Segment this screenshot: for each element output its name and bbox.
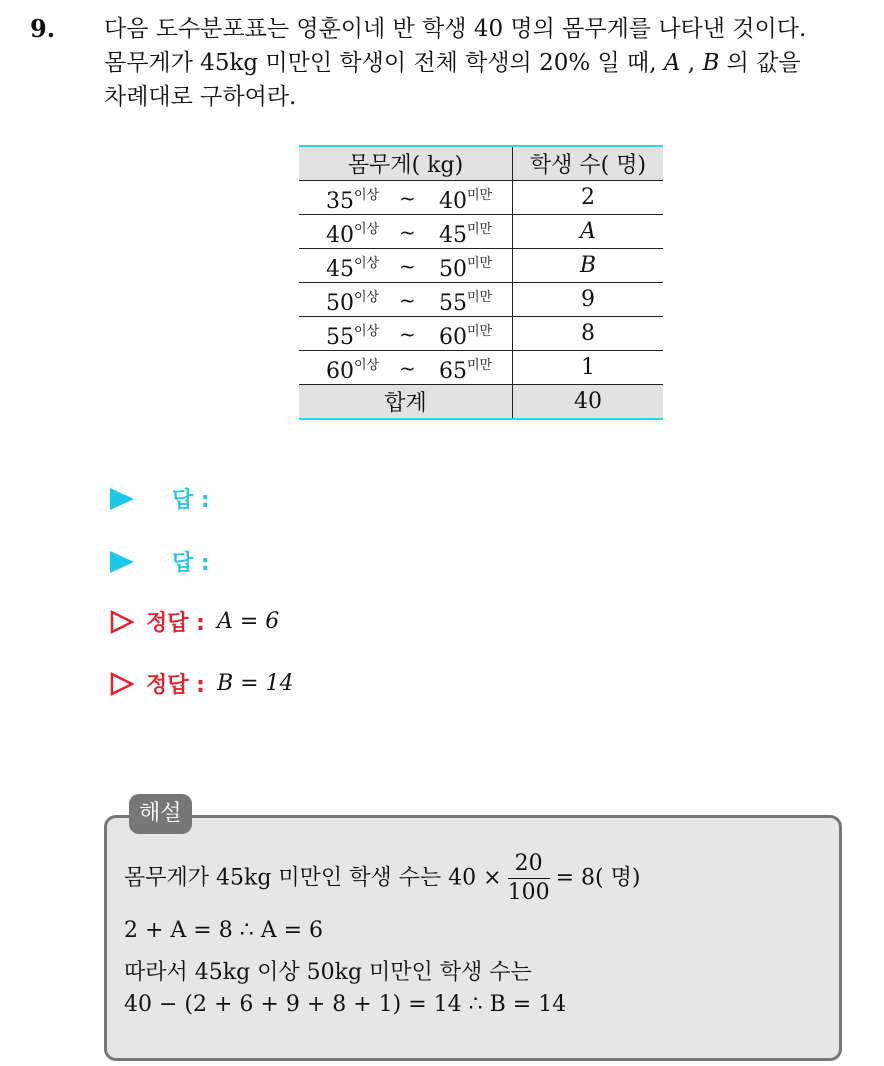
weight-range xyxy=(299,283,513,317)
range-tilde: ~ xyxy=(399,254,416,278)
question-number: 9. xyxy=(30,14,56,43)
range-high: 55 xyxy=(439,291,467,316)
range-high: 65 xyxy=(439,359,467,384)
student-count: 8 xyxy=(581,321,595,346)
weight-range xyxy=(299,181,513,215)
student-count: B xyxy=(579,253,597,278)
weight-range xyxy=(299,249,513,283)
range-low: 55 xyxy=(326,325,354,350)
weight-range xyxy=(299,317,513,351)
explanation-line-1-pre: 몸무게가 45kg 미만인 학생 수는 40 × xyxy=(124,865,502,891)
above-label: 이상 xyxy=(354,256,380,271)
var-a: A xyxy=(663,50,681,76)
table-row xyxy=(299,249,663,283)
table-row xyxy=(299,317,663,351)
above-label: 이상 xyxy=(354,188,380,203)
header-count: 학생 수( 명) xyxy=(529,153,647,178)
range-low: 50 xyxy=(326,291,354,316)
student-count: 9 xyxy=(581,287,595,312)
explanation-line-1 xyxy=(124,850,640,907)
table-total-row xyxy=(299,385,663,420)
explanation-line-4: 40 − (2 + 6 + 9 + 8 + 1) = 14 ∴ B = 14 xyxy=(124,992,567,1017)
question-line-3: 차례대로 구하여라. xyxy=(104,84,297,110)
question-line-1: 다음 도수분포표는 영훈이네 반 학생 40 명의 몸무게를 나타낸 것이다. xyxy=(104,16,807,42)
range-tilde: ~ xyxy=(399,186,416,210)
question-line-2 xyxy=(104,46,874,80)
question-line-2-post: 의 값을 xyxy=(726,50,801,76)
below-label: 미만 xyxy=(467,188,493,203)
filled-triangle-icon xyxy=(110,551,134,573)
table-header-row xyxy=(299,146,663,181)
below-label: 미만 xyxy=(467,222,493,237)
table-row xyxy=(299,181,663,215)
correct-value-b: B = 14 xyxy=(216,671,294,696)
range-tilde: ~ xyxy=(399,356,416,380)
answer-label: 답 : xyxy=(172,551,210,576)
below-label: 미만 xyxy=(467,256,493,271)
weight-range xyxy=(299,215,513,249)
range-tilde: ~ xyxy=(399,288,416,312)
range-high: 50 xyxy=(439,257,467,282)
above-label: 이상 xyxy=(354,222,380,237)
above-label: 이상 xyxy=(354,290,380,305)
table-row xyxy=(299,351,663,385)
explanation-line-3: 따라서 45kg 이상 50kg 미만인 학생 수는 xyxy=(124,960,532,985)
answer-blank-1 xyxy=(110,483,210,514)
range-low: 35 xyxy=(326,189,354,214)
header-weight: 몸무게( kg) xyxy=(299,146,513,181)
question-text xyxy=(104,12,874,114)
fraction-numerator: 20 xyxy=(508,850,550,879)
outline-triangle-icon xyxy=(110,672,134,696)
fraction xyxy=(508,850,550,907)
explanation-line-2: 2 + A = 8 ∴ A = 6 xyxy=(124,918,324,943)
above-label: 이상 xyxy=(354,358,380,373)
below-label: 미만 xyxy=(467,324,493,339)
answer-label: 답 : xyxy=(172,488,210,513)
table-row xyxy=(299,283,663,317)
weight-range xyxy=(299,351,513,385)
range-high: 40 xyxy=(439,189,467,214)
range-low: 40 xyxy=(326,223,354,248)
range-high: 45 xyxy=(439,223,467,248)
student-count: 2 xyxy=(581,185,595,210)
range-tilde: ~ xyxy=(399,220,416,244)
correct-answer-b xyxy=(110,668,294,699)
var-b: B xyxy=(702,50,720,76)
correct-label: 정답 : xyxy=(146,611,205,636)
frequency-table xyxy=(299,145,663,420)
above-label: 이상 xyxy=(354,324,380,339)
explanation-tab: 해설 xyxy=(129,794,192,834)
below-label: 미만 xyxy=(467,290,493,305)
range-low: 45 xyxy=(326,257,354,282)
range-low: 60 xyxy=(326,359,354,384)
below-label: 미만 xyxy=(467,358,493,373)
total-label: 합계 xyxy=(299,385,513,420)
filled-triangle-icon xyxy=(110,488,134,510)
student-count: A xyxy=(580,219,596,244)
var-separator: , xyxy=(687,50,696,76)
correct-value-a: A = 6 xyxy=(216,609,280,634)
question-line-2-pre: 몸무게가 45kg 미만인 학생이 전체 학생의 20% 일 때, xyxy=(104,50,657,76)
fraction-denominator: 100 xyxy=(507,880,550,905)
total-value: 40 xyxy=(574,389,602,414)
student-count: 1 xyxy=(581,355,595,380)
answer-blank-2 xyxy=(110,546,210,577)
explanation-line-1-post: = 8( 명) xyxy=(555,865,641,891)
table-row xyxy=(299,215,663,249)
range-tilde: ~ xyxy=(399,322,416,346)
correct-label: 정답 : xyxy=(146,673,205,698)
range-high: 60 xyxy=(439,325,467,350)
correct-answer-a xyxy=(110,606,279,637)
outline-triangle-icon xyxy=(110,610,134,634)
